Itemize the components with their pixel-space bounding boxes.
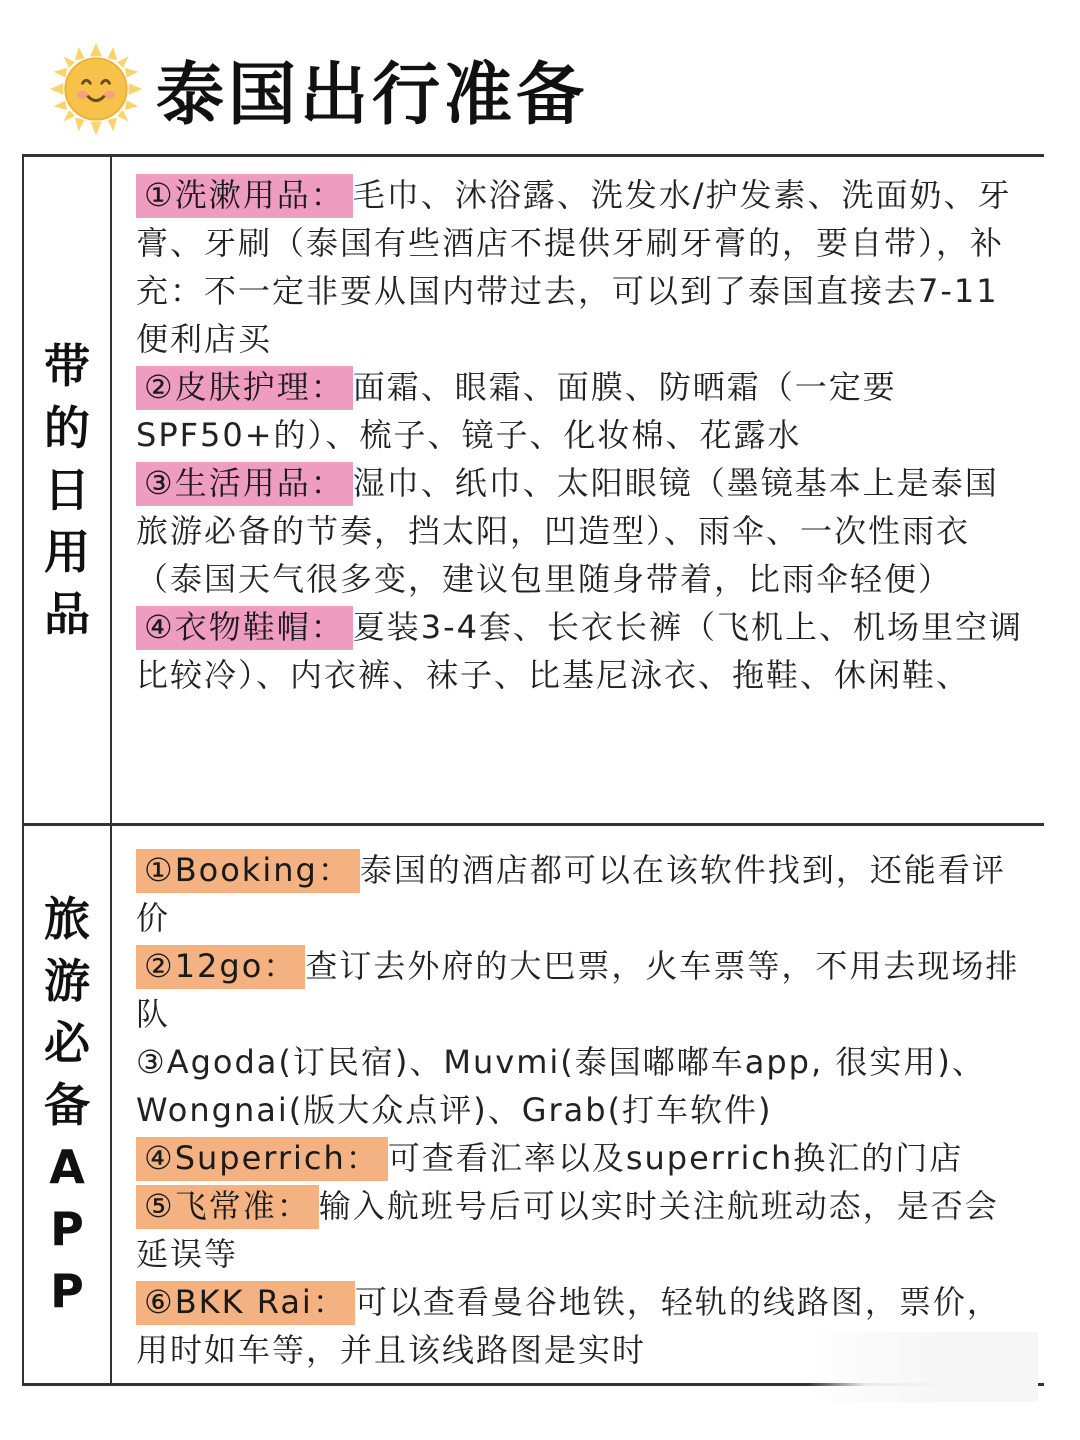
item-text: 湿巾、纸巾、太阳眼镜（墨镜基本上是泰国旅游必备的节奏，挡太阳，凹造型）、雨伞、一次性雨衣（泰国天气很多变，建议包里随身带着，比雨伞轻便） — [136, 464, 999, 598]
label-char: P — [50, 1264, 84, 1318]
label-char: 游 — [44, 954, 90, 1008]
label-char: 日 — [44, 463, 90, 517]
list-item — [136, 1038, 1032, 1134]
item-tag: ①Booking： — [136, 849, 360, 893]
label-char: P — [50, 1202, 84, 1256]
item-text: 毛巾、沐浴露、洗发水/护发素、洗面奶、牙膏、牙刷（泰国有些酒店不提供牙刷牙膏的，要自带），补充：不一定非要从国内带过去，可以到了泰国直接去7-11便利店买 — [136, 176, 1012, 358]
item-text: 面霜、眼霜、面膜、防晒霜（一定要SPF50+的）、梳子、镜子、化妆棉、花露水 — [136, 368, 897, 454]
list-item — [136, 1134, 1032, 1182]
item-tag: ①洗漱用品： — [136, 174, 353, 218]
label-char: 备 — [44, 1078, 90, 1132]
label-char: A — [49, 1140, 85, 1194]
list-item — [136, 363, 1032, 459]
section-content — [136, 171, 1032, 699]
item-text: 输入航班号后可以实时关注航班动态，是否会延误等 — [136, 1187, 999, 1273]
item-tag: ③生活用品： — [136, 462, 353, 506]
item-tag: ②12go： — [136, 945, 305, 989]
section-label — [24, 826, 112, 1384]
item-text: ③Agoda(订民宿)、Muvmi(泰国嘟嘟车app, 很实用)、Wongnai(版大众点评)、Grab(打车软件) — [136, 1043, 986, 1129]
label-char: 的 — [44, 401, 90, 455]
info-table — [22, 154, 1044, 1386]
label-char: 用 — [44, 525, 90, 579]
header — [48, 34, 588, 144]
section-content — [136, 846, 1032, 1374]
blur-overlay — [808, 1332, 1038, 1402]
list-item — [136, 942, 1032, 1038]
list-item — [136, 846, 1032, 942]
list-item — [136, 459, 1032, 603]
item-text: 查订去外府的大巴票，火车票等，不用去现场排队 — [136, 947, 1020, 1033]
item-text: 可以查看曼谷地铁，轻轨的线路图，票价，用时如车等，并且该线路图是实时 — [136, 1283, 1001, 1369]
label-char: 旅 — [44, 892, 90, 946]
item-tag: ⑥BKK Rai： — [136, 1281, 355, 1325]
item-tag: ④Superrich： — [136, 1137, 388, 1181]
list-item — [136, 603, 1032, 699]
section-daily-items — [24, 157, 1044, 826]
page-title: 泰国出行准备 — [156, 55, 589, 135]
item-text: 泰国的酒店都可以在该软件找到，还能看评价 — [136, 851, 1006, 937]
label-char: 带 — [44, 339, 90, 393]
label-char: 必 — [44, 1016, 90, 1070]
item-tag: ②皮肤护理： — [136, 366, 353, 410]
sun-smiley-icon — [48, 41, 144, 137]
section-label — [24, 157, 112, 823]
item-tag: ⑤飞常准： — [136, 1185, 319, 1229]
label-char: 品 — [44, 587, 90, 641]
item-text: 可查看汇率以及superrich换汇的门店 — [387, 1139, 964, 1177]
item-tag: ④衣物鞋帽： — [136, 606, 353, 650]
item-text: 夏装3-4套、长衣长裤（飞机上、机场里空调比较冷）、内衣裤、袜子、比基尼泳衣、拖鞋、休闲鞋、 — [136, 608, 1023, 694]
list-item — [136, 1182, 1032, 1278]
list-item — [136, 171, 1032, 363]
section-travel-apps — [24, 826, 1044, 1384]
